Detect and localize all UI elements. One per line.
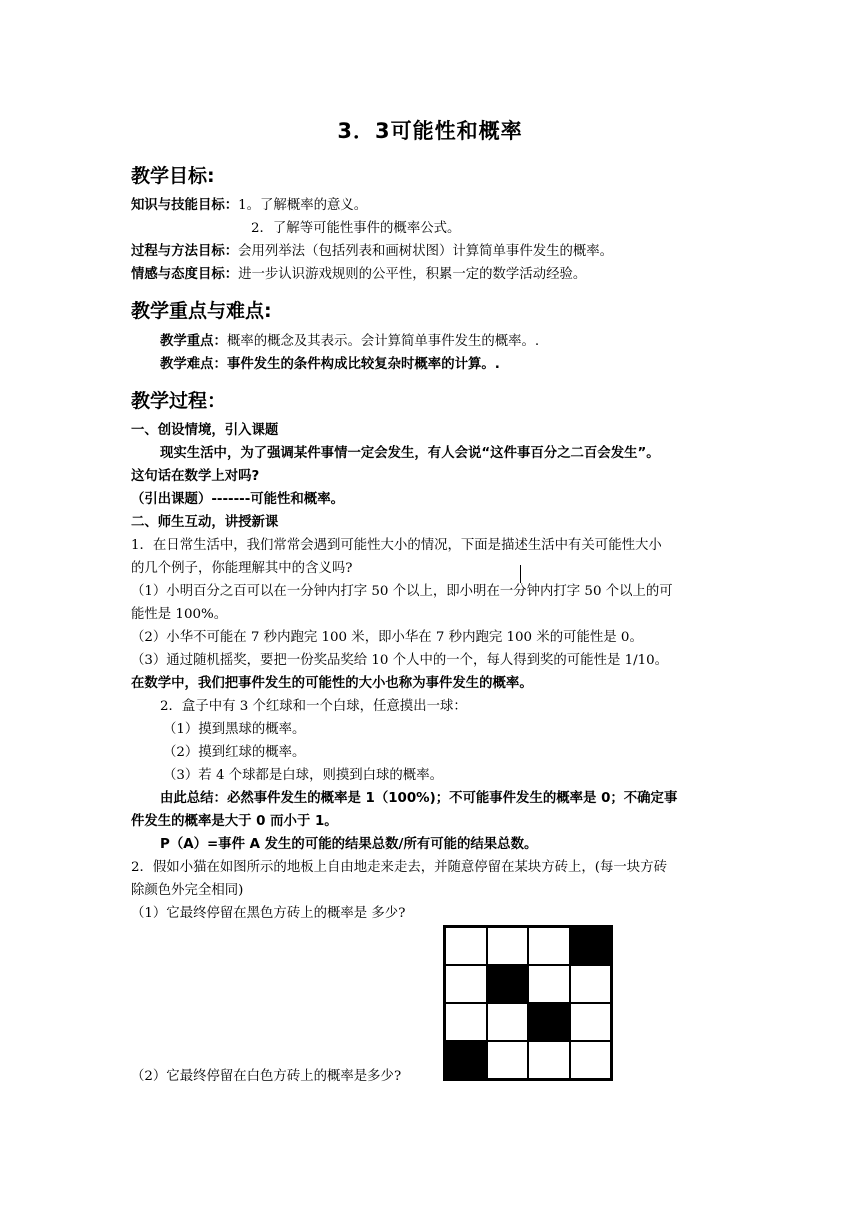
process-label: 过程与方法目标： [131,244,239,259]
knowledge-item-1: 1。了解概率的意义。 [238,198,368,213]
p1-line1: 1．在日常生活中，我们常常会遇到可能性大小的情况，下面是描述生活中有关可能性大小 [131,538,662,553]
focus-line [160,333,539,351]
black-tile [528,1003,570,1041]
white-tile [528,965,570,1003]
white-tile [570,1041,612,1079]
white-tile [487,927,529,965]
objectives-heading: 教学目标: [131,165,215,187]
page-title: 3．3可能性和概率 [337,119,523,143]
part2-title: 二、师生互动，讲授新课 [131,515,279,530]
white-tile [445,965,487,1003]
black-tile [570,927,612,965]
summary-line2: 件发生的概率是大于 0 而小于 1。 [131,814,338,829]
p3-question-1: （1）它最终停留在黑色方砖上的概率是 多少? [131,906,406,921]
knowledge-label: 知识与技能目标： [131,198,239,213]
probability-formula: P（A）=事件 A 发生的可能的结果总数/所有可能的结果总数。 [160,837,538,852]
p3-line2: 除颜色外完全相同) [131,883,244,898]
white-tile [487,1003,529,1041]
example-2: （2）小华不可能在 7 秒内跑完 100 米，即小华在 7 秒内跑完 100 米的可能性是 0。 [131,630,643,645]
p3-question-2: （2）它最终停留在白色方砖上的概率是多少? [131,1069,402,1084]
part1-title: 一、创设情境，引入课题 [131,423,279,438]
part1-line1: 现实生活中，为了强调某件事情一定会发生，有人会说“这件事百分之二百会发生”。 [160,446,660,461]
floor-tile-grid [443,925,613,1081]
white-tile [570,965,612,1003]
p2-intro: 2．盒子中有 3 个红球和一个白球，任意摸出一球： [160,699,467,714]
p3-line1: 2．假如小猫在如图所示的地板上自由地走来走去，并随意停留在某块方砖上，(每一块方砖 [131,860,667,875]
knowledge-objective [131,197,367,215]
emotion-label: 情感与态度目标： [131,267,239,282]
knowledge-item-2: 2．了解等可能性事件的概率公式。 [251,221,461,236]
white-tile [570,1003,612,1041]
focus-text: 概率的概念及其表示。会计算简单事件发生的概率。. [226,334,540,349]
focus-label: 教学重点： [160,334,227,349]
example-1-line1: （1）小明百分之百可以在一分钟内打字 50 个以上，即小明在一分钟内打字 50 个以上的可 [131,584,673,599]
white-tile [528,927,570,965]
difficulty-label: 教学难点： [160,357,227,372]
example-3: （3）通过随机摇奖，要把一份奖品奖给 10 个人中的一个，每人得到奖的可能性是 1/10。 [131,653,669,668]
white-tile [445,1003,487,1041]
black-tile [445,1041,487,1079]
emotion-objective [131,266,586,284]
difficulty-text: 事件发生的条件构成比较复杂时概率的计算。. [226,357,500,372]
process-text: 会用列举法（包括列表和画树状图）计算简单事件发生的概率。 [238,244,614,259]
difficulty-line [160,356,500,374]
white-tile [528,1041,570,1079]
p2-question-3: （3）若 4 个球都是白球，则摸到白球的概率。 [163,768,443,783]
white-tile [487,1041,529,1079]
summary-line1: 由此总结：必然事件发生的概率是 1（100%)；不可能事件发生的概率是 0；不确定事 [160,791,678,806]
emotion-text: 进一步认识游戏规则的公平性，积累一定的数学活动经验。 [238,267,587,282]
key-points-heading: 教学重点与难点: [131,300,272,322]
white-tile [445,927,487,965]
p1-line2: 的几个例子，你能理解其中的含义吗? [131,561,353,576]
process-objective [131,243,613,261]
part1-line3: （引出课题）-------可能性和概率。 [131,492,344,507]
p2-question-1: （1）摸到黑球的概率。 [163,722,306,737]
part1-line2: 这句话在数学上对吗? [131,469,260,484]
definition: 在数学中，我们把事件发生的可能性的大小也称为事件发生的概率。 [131,676,533,691]
text-cursor [520,565,521,583]
process-heading: 教学过程： [131,390,227,412]
black-tile [487,965,529,1003]
example-1-line2: 能性是 100%。 [131,607,228,622]
p2-question-2: （2）摸到红球的概率。 [163,745,306,760]
